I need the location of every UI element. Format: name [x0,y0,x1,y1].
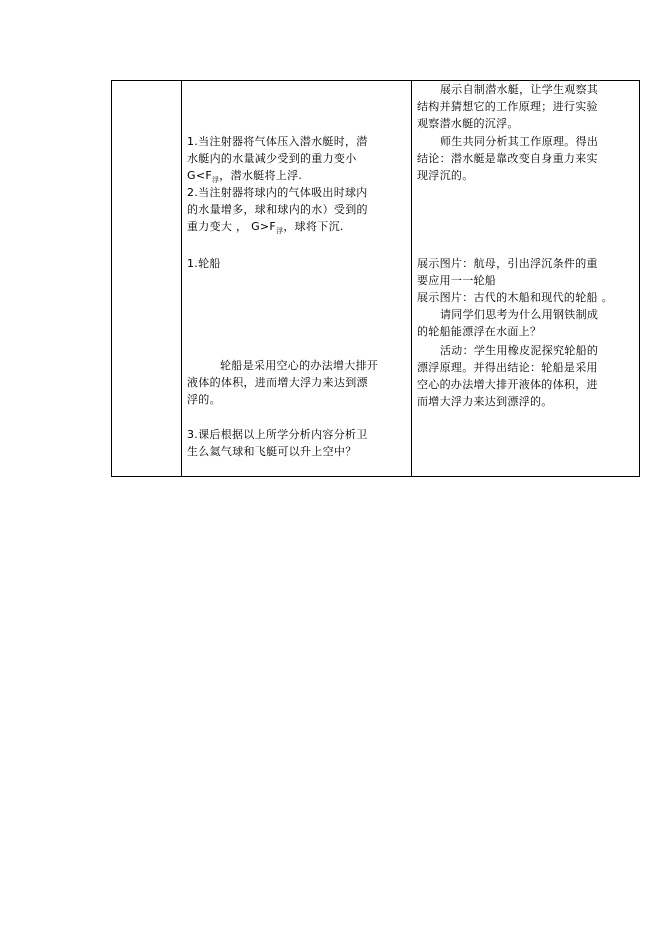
clay-activity-line-1: 活动：学生用橡皮泥探究轮船的 [440,344,599,357]
activity-submarine-line-1: 展示自制潜水艇，让学生观察其 [440,83,599,96]
submarine-float-line-2: 水艇内的水量减少受到的重力变小 [187,152,357,165]
clay-activity-line-2: 漂浮原理。并得出结论：轮船是采用 [417,361,598,374]
ship-principle-line-3: 浮的。 [187,393,221,406]
formula-g-less-f: G<F [187,169,212,182]
clay-activity-line-4: 而增大浮力来达到漂浮的。 [417,395,553,408]
submarine-sink-line-2: 的水量增多，球和球内的水）受到的 [187,203,368,216]
show-ships-line: 展示图片：古代的木船和现代的轮船 。 [417,291,613,304]
column-divider-1 [181,81,182,476]
submarine-float-result: ，潜水艇将上浮. [219,169,303,182]
show-carrier-line-2: 要应用一一轮船 [417,274,497,287]
analysis-line-3: 现浮沉的。 [417,169,474,182]
ship-principle-line-1: 轮船是采用空心的办法增大排开 [220,359,379,372]
formula-g-greater-f: 重力变大 ， G>F [187,220,277,233]
clay-activity-line-3: 空心的办法增大排开液体的体积，进 [417,378,598,391]
question-3-line-1: 3.课后根据以上所学分析内容分析卫 [187,428,368,441]
analysis-line-2: 结论：潜水艇是靠改变自身重力来实 [417,152,598,165]
subscript-buoyancy: 浮 [276,227,284,235]
think-question-line-1: 请同学们思考为什么用钢铁制成 [440,308,599,321]
think-question-line-2: 的轮船能漂浮在水面上？ [417,325,542,338]
submarine-sink-result: ，球将下沉. [283,220,344,233]
column-divider-2 [411,81,412,476]
submarine-sink-line-3 [187,218,409,237]
lesson-table [111,80,640,477]
question-3-line-2: 生么氦气球和飞艇可以升上空中？ [187,445,357,458]
ship-heading: 1.轮船 [187,257,221,270]
submarine-sink-line-1: 2.当注射器将球内的气体吸出时球内 [187,186,368,199]
ship-principle-line-2: 液体的体积，进而增大浮力来达到漂 [187,376,368,389]
submarine-float-line-1: 1.当注射器将气体压入潜水艇时，潜 [187,135,368,148]
activity-submarine-line-3: 观察潜水艇的沉浮。 [417,117,519,130]
subscript-buoyancy: 浮 [211,176,220,184]
activity-submarine-line-2: 结构并猜想它的工作原理；进行实验 [417,100,598,113]
show-carrier-line-1: 展示图片：航母，引出浮沉条件的重 [417,257,598,270]
analysis-line-1: 师生共同分析其工作原理。得出 [440,135,599,148]
